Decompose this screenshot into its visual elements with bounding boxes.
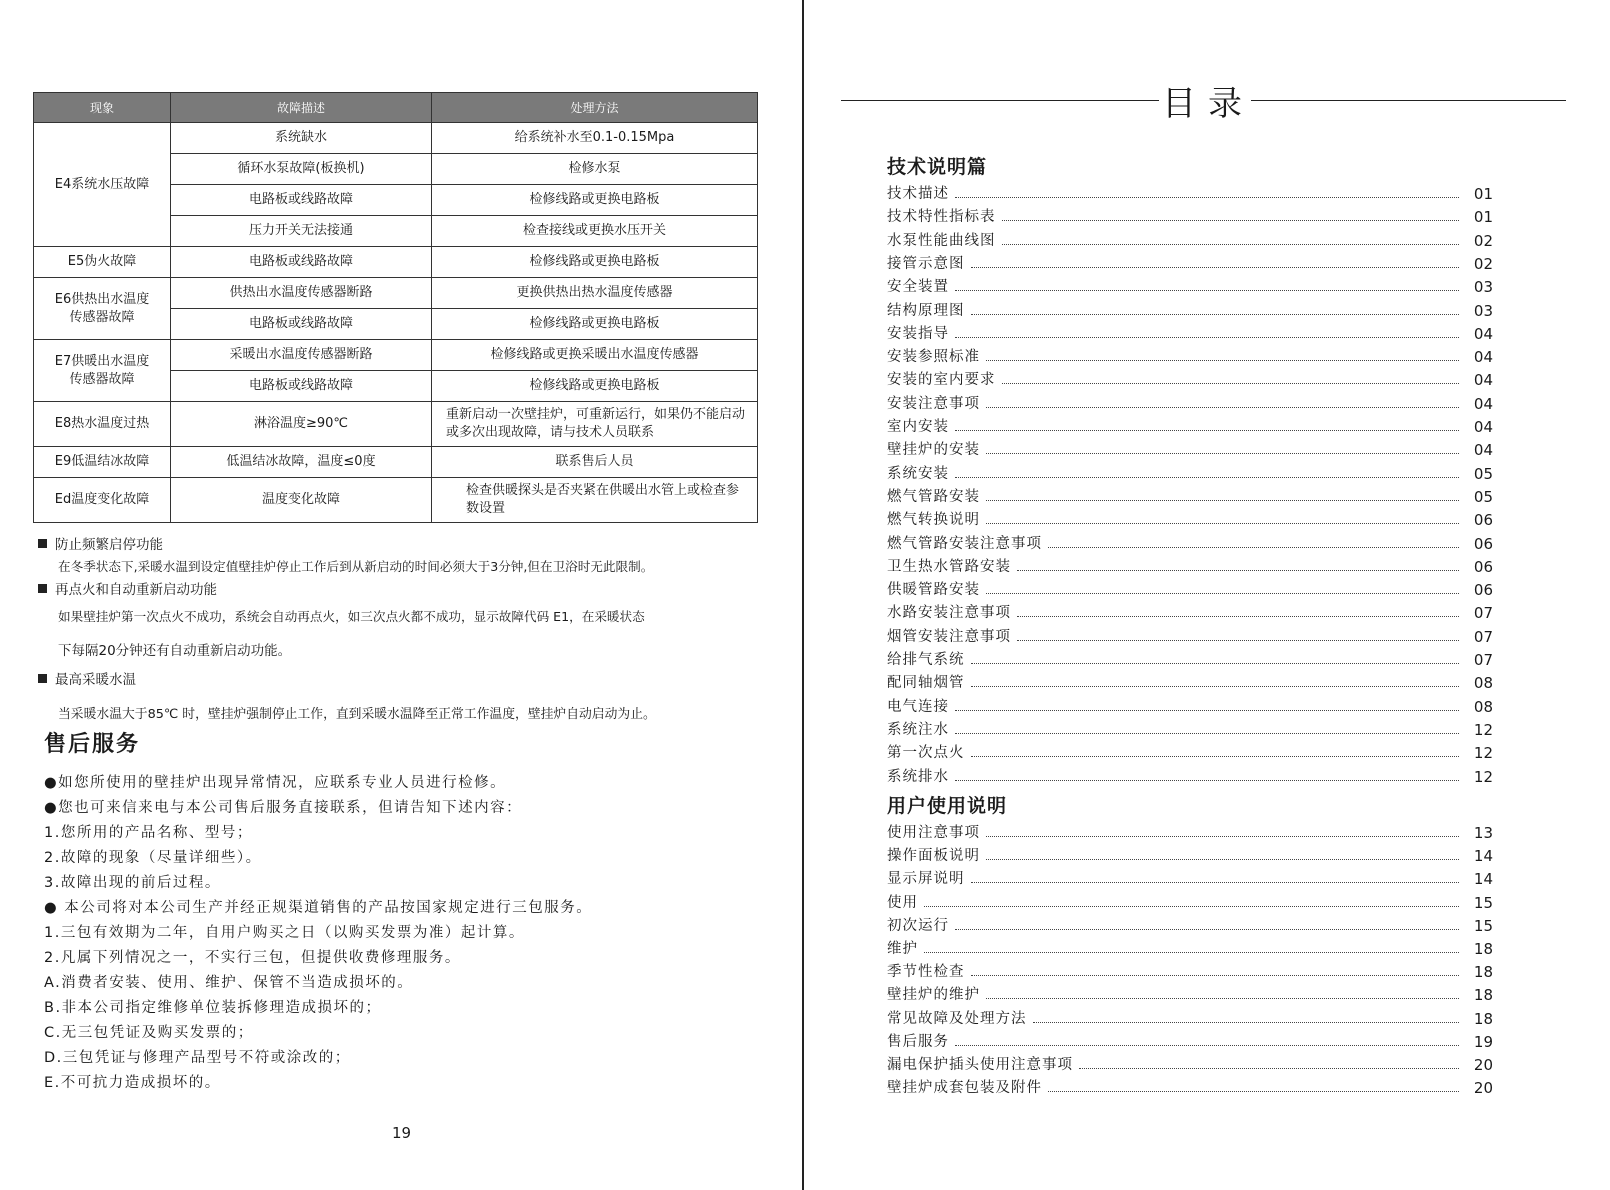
toc-item[interactable] <box>887 367 1493 389</box>
toc-leader-dots <box>1002 383 1460 384</box>
toc-item-label: 燃气管路安装注意事项 <box>887 535 1042 552</box>
toc-leader-dots <box>986 453 1459 454</box>
toc-leader-dots <box>986 500 1459 501</box>
toc-item-label: 电气连接 <box>887 698 949 715</box>
toc-leader-dots <box>986 360 1459 361</box>
square-bullet-icon <box>38 584 47 593</box>
note-text-3: 当采暖水温大于85℃ 时，壁挂炉强制停止工作，直到采暖水温降至正常工作温度，壁挂炉自动启动为止。 <box>58 707 656 722</box>
table-row <box>34 247 758 278</box>
toc-item-label: 漏电保护插头使用注意事项 <box>887 1057 1073 1073</box>
toc-item-label: 系统注水 <box>887 721 949 738</box>
toc-item-label: 燃气转换说明 <box>887 512 980 529</box>
method-cell: 检修水泵 <box>432 154 758 185</box>
service-line: E.不可抗力造成损坏的。 <box>44 1075 221 1091</box>
toc-item-label: 安装的室内要求 <box>887 372 996 389</box>
desc-cell: 采暖出水温度传感器断路 <box>171 340 432 371</box>
table-row <box>34 123 758 154</box>
toc-item[interactable] <box>887 414 1493 436</box>
toc-item[interactable] <box>887 437 1493 459</box>
method-cell: 检修线路或更换采暖出水温度传感器 <box>432 340 758 371</box>
toc-item-label: 技术特性指标表 <box>887 209 996 226</box>
toc-item[interactable] <box>887 321 1493 343</box>
toc-leader-dots <box>924 952 1459 953</box>
service-line: ●如您所使用的壁挂炉出现异常情况，应联系专业人员进行检修。 <box>44 775 507 791</box>
toc-item-page: 02 <box>1473 254 1493 273</box>
toc-item-page: 05 <box>1473 487 1493 506</box>
service-line: 2.凡属下列情况之一，不实行三包，但提供收费修理服务。 <box>44 950 461 966</box>
fault-table <box>33 92 758 523</box>
header-phenomenon: 现象 <box>34 93 171 123</box>
toc-item-page: 13 <box>1473 824 1493 842</box>
phenomenon-cell: E8热水温度过热 <box>34 402 171 447</box>
toc-leader-dots <box>924 906 1459 907</box>
toc-item-page: 03 <box>1473 301 1493 320</box>
toc-item[interactable] <box>887 1006 1493 1028</box>
table-row <box>34 340 758 371</box>
toc-leader-dots <box>955 710 1459 711</box>
toc-item-page: 14 <box>1473 847 1493 866</box>
toc-item-page: 04 <box>1473 394 1493 413</box>
table-row <box>34 278 758 309</box>
toc-item-label: 系统安装 <box>887 465 949 482</box>
toc-leader-dots <box>955 733 1459 734</box>
toc-item[interactable] <box>887 461 1493 483</box>
note-text-2b: 下每隔20分钟还有自动重新启动功能。 <box>58 643 292 659</box>
toc-item[interactable] <box>887 181 1493 203</box>
desc-cell: 系统缺水 <box>171 123 432 154</box>
service-line: ● 本公司将对本公司生产并经正规渠道销售的产品按国家规定进行三包服务。 <box>44 900 593 916</box>
toc-item-label: 供暖管路安装 <box>887 582 980 599</box>
toc-item[interactable] <box>887 600 1493 622</box>
desc-cell: 温度变化故障 <box>171 478 432 523</box>
toc-item[interactable] <box>887 344 1493 366</box>
toc-item-label: 季节性检查 <box>887 964 965 981</box>
toc-item-label: 维护 <box>887 941 918 957</box>
toc-leader-dots <box>1033 1022 1460 1023</box>
toc-leader-dots <box>971 686 1460 687</box>
toc-item-page: 04 <box>1473 348 1493 367</box>
toc-item-page: 18 <box>1473 963 1493 982</box>
toc-item-label: 水泵性能曲线图 <box>887 232 996 249</box>
toc-item-label: 燃气管路安装 <box>887 488 980 505</box>
toc-leader-dots <box>986 998 1459 999</box>
desc-cell: 低温结冰故障，温度≤0度 <box>171 447 432 478</box>
toc-item-page: 01 <box>1473 185 1493 203</box>
toc-leader-dots <box>955 337 1459 338</box>
toc-leader-dots <box>971 975 1460 976</box>
toc-item-label: 操作面板说明 <box>887 848 980 865</box>
toc-leader-dots <box>971 314 1460 315</box>
toc-item-page: 02 <box>1473 231 1493 250</box>
toc-item-label: 接管示意图 <box>887 255 965 272</box>
note-title-2: 再点火和自动重新启动功能 <box>38 578 217 598</box>
toc-leader-dots <box>1002 244 1460 245</box>
toc-leader-dots <box>955 929 1459 930</box>
toc-item[interactable] <box>887 843 1493 865</box>
toc-item-page: 14 <box>1473 870 1493 889</box>
toc-item-page: 06 <box>1473 534 1493 553</box>
toc-item-page: 12 <box>1473 720 1493 739</box>
toc-leader-dots <box>986 407 1459 408</box>
title-rule-right <box>1251 100 1566 101</box>
toc-item-label: 壁挂炉的维护 <box>887 987 980 1004</box>
toc-leader-dots <box>986 859 1459 860</box>
toc-item[interactable] <box>887 1029 1493 1051</box>
toc-item-label: 使用注意事项 <box>887 825 980 841</box>
toc-item-page: 04 <box>1473 418 1493 436</box>
toc-item-label: 壁挂炉成套包装及附件 <box>887 1080 1042 1097</box>
phenomenon-cell: E6供热出水温度传感器故障 <box>34 278 171 340</box>
service-line: C.无三包凭证及购买发票的； <box>44 1025 254 1041</box>
toc-item-label: 系统排水 <box>887 768 949 785</box>
service-line: 2.故障的现象（尽量详细些）。 <box>44 850 262 866</box>
toc-item-page: 07 <box>1473 651 1493 669</box>
desc-cell: 电路板或线路故障 <box>171 247 432 278</box>
phenomenon-cell: E7供暖出水温度传感器故障 <box>34 340 171 402</box>
toc-item-label: 烟管安装注意事项 <box>887 628 1011 645</box>
toc-item[interactable] <box>887 647 1493 669</box>
toc-item[interactable] <box>887 890 1493 912</box>
toc-section-heading: 技术说明篇 <box>887 156 988 178</box>
square-bullet-icon <box>38 674 47 683</box>
title-rule-left <box>841 100 1159 101</box>
square-bullet-icon <box>38 539 47 548</box>
toc-leader-dots <box>955 477 1459 478</box>
toc-item-label: 安全装置 <box>887 279 949 296</box>
toc-item-label: 安装注意事项 <box>887 395 980 412</box>
toc-item[interactable] <box>887 251 1493 273</box>
toc-item[interactable] <box>887 982 1493 1004</box>
toc-item-page: 18 <box>1473 986 1493 1005</box>
toc-leader-dots <box>1002 220 1460 221</box>
toc-item[interactable] <box>887 717 1493 739</box>
toc-item-page: 18 <box>1473 1009 1493 1028</box>
toc-item-page: 19 <box>1473 1032 1493 1051</box>
toc-item-label: 卫生热水管路安装 <box>887 558 1011 575</box>
toc-item[interactable] <box>887 1052 1493 1074</box>
toc-title: 目录 <box>1162 84 1254 124</box>
note-title-3: 最高采暖水温 <box>38 668 136 688</box>
toc-leader-dots <box>955 430 1459 431</box>
toc-leader-dots <box>971 267 1460 268</box>
toc-item-label: 使用 <box>887 894 918 911</box>
toc-item-label: 技术描述 <box>887 186 949 202</box>
toc-item[interactable] <box>887 624 1493 646</box>
toc-leader-dots <box>955 197 1459 198</box>
toc-item-page: 03 <box>1473 278 1493 297</box>
note-title-1: 防止频繁启停功能 <box>38 533 163 553</box>
toc-leader-dots <box>955 290 1459 291</box>
toc-leader-dots <box>955 780 1459 781</box>
toc-leader-dots <box>971 756 1460 757</box>
header-description: 故障描述 <box>171 93 432 123</box>
service-line: A.消费者安装、使用、维护、保管不当造成损坏的。 <box>44 975 414 991</box>
desc-cell: 供热出水温度传感器断路 <box>171 278 432 309</box>
phenomenon-cell: E9低温结冰故障 <box>34 447 171 478</box>
toc-item-label: 售后服务 <box>887 1033 949 1050</box>
toc-item-page: 15 <box>1473 916 1493 935</box>
toc-item-page: 15 <box>1473 893 1493 912</box>
toc-item-label: 壁挂炉的安装 <box>887 442 980 459</box>
desc-cell: 电路板或线路故障 <box>171 371 432 402</box>
method-cell: 检查接线或更换水压开关 <box>432 216 758 247</box>
desc-cell: 电路板或线路故障 <box>171 185 432 216</box>
toc-item[interactable] <box>887 577 1493 599</box>
toc-leader-dots <box>1017 616 1459 617</box>
toc-item-page: 08 <box>1473 674 1493 693</box>
toc-item-page: 06 <box>1473 581 1493 600</box>
toc-leader-dots <box>1048 1091 1459 1092</box>
desc-cell: 电路板或线路故障 <box>171 309 432 340</box>
note-text-1: 在冬季状态下,采暖水温到设定值壁挂炉停止工作后到从新启动的时间必须大于3分钟,但在卫浴时无此限制。 <box>58 559 654 574</box>
phenomenon-cell: E4系统水压故障 <box>34 123 171 247</box>
toc-item[interactable] <box>887 204 1493 226</box>
toc-item-page: 06 <box>1473 557 1493 576</box>
toc-leader-dots <box>986 593 1459 594</box>
toc-item-page: 04 <box>1473 324 1493 343</box>
header-method: 处理方法 <box>432 93 758 123</box>
method-cell: 检修线路或更换电路板 <box>432 185 758 216</box>
toc-item[interactable] <box>887 670 1493 692</box>
toc-item-label: 室内安装 <box>887 419 949 435</box>
desc-cell: 压力开关无法接通 <box>171 216 432 247</box>
toc-item-label: 初次运行 <box>887 917 949 934</box>
phenomenon-cell: E5伪火故障 <box>34 247 171 278</box>
table-row <box>34 478 758 523</box>
desc-cell: 循环水泵故障(板换机) <box>171 154 432 185</box>
table-header-row <box>34 93 758 123</box>
toc-leader-dots <box>986 836 1459 837</box>
toc-item[interactable] <box>887 936 1493 958</box>
toc-section-heading: 用户使用说明 <box>887 795 1008 817</box>
service-line: ●您也可来信来电与本公司售后服务直接联系，但请告知下述内容： <box>44 800 523 816</box>
toc-item-page: 20 <box>1473 1079 1493 1098</box>
toc-item[interactable] <box>887 959 1493 981</box>
toc-leader-dots <box>955 1045 1459 1046</box>
toc-leader-dots <box>1048 547 1459 548</box>
toc-item-label: 水路安装注意事项 <box>887 605 1011 622</box>
method-cell: 检修线路或更换电路板 <box>432 371 758 402</box>
desc-cell: 淋浴温度≥90℃ <box>171 402 432 447</box>
service-line: D.三包凭证与修理产品型号不符或涂改的； <box>44 1050 351 1066</box>
service-title: 售后服务 <box>44 732 141 757</box>
toc-item-label: 常见故障及处理方法 <box>887 1010 1027 1027</box>
toc-leader-dots <box>971 882 1460 883</box>
service-line: B.非本公司指定维修单位装拆修理造成损坏的； <box>44 1000 382 1016</box>
table-row <box>34 447 758 478</box>
method-cell: 联系售后人员 <box>432 447 758 478</box>
toc-item-page: 12 <box>1473 744 1493 763</box>
method-cell: 检查供暖探头是否夹紧在供暖出水管上或检查参数设置 <box>432 478 758 523</box>
page-number: 19 <box>392 1124 412 1142</box>
toc-item-page: 20 <box>1473 1056 1493 1074</box>
method-cell: 给系统补水至0.1-0.15Mpa <box>432 123 758 154</box>
left-page <box>0 0 804 1190</box>
method-cell: 更换供热出热水温度传感器 <box>432 278 758 309</box>
toc-item[interactable] <box>887 1075 1493 1097</box>
toc-item-page: 18 <box>1473 940 1493 958</box>
toc-leader-dots <box>1017 570 1459 571</box>
method-cell: 检修线路或更换电路板 <box>432 309 758 340</box>
toc-item-page: 07 <box>1473 604 1493 623</box>
toc-item[interactable] <box>887 554 1493 576</box>
toc-item[interactable] <box>887 913 1493 935</box>
toc-item[interactable] <box>887 274 1493 296</box>
toc-item-label: 配同轴烟管 <box>887 675 965 692</box>
toc-item[interactable] <box>887 228 1493 250</box>
toc-leader-dots <box>1079 1068 1459 1069</box>
toc-item-page: 07 <box>1473 627 1493 646</box>
toc-item-page: 04 <box>1473 371 1493 390</box>
table-row <box>34 402 758 447</box>
toc-item[interactable] <box>887 740 1493 762</box>
toc-leader-dots <box>1017 640 1459 641</box>
service-line: 1.三包有效期为二年，自用户购买之日（以购买发票为准）起计算。 <box>44 925 525 941</box>
toc-item[interactable] <box>887 820 1493 842</box>
service-line: 1.您所用的产品名称、型号； <box>44 825 253 841</box>
toc-leader-dots <box>986 523 1459 524</box>
toc-item-page: 01 <box>1473 208 1493 227</box>
toc-item[interactable] <box>887 298 1493 320</box>
toc-item[interactable] <box>887 764 1493 786</box>
toc-item[interactable] <box>887 391 1493 413</box>
toc-item[interactable] <box>887 694 1493 716</box>
method-cell: 检修线路或更换电路板 <box>432 247 758 278</box>
toc-item-label: 给排气系统 <box>887 652 965 668</box>
toc-item-page: 08 <box>1473 697 1493 716</box>
toc-item-label: 结构原理图 <box>887 302 965 319</box>
toc-item-page: 04 <box>1473 441 1493 460</box>
toc-item-label: 安装指导 <box>887 325 949 342</box>
toc-item[interactable] <box>887 531 1493 553</box>
toc-item[interactable] <box>887 866 1493 888</box>
service-line: 3.故障出现的前后过程。 <box>44 875 221 891</box>
toc-item[interactable] <box>887 507 1493 529</box>
toc-item-page: 05 <box>1473 464 1493 483</box>
phenomenon-cell: Ed温度变化故障 <box>34 478 171 523</box>
toc-item-label: 第一次点火 <box>887 745 965 762</box>
toc-leader-dots <box>971 663 1460 664</box>
note-text-2a: 如果壁挂炉第一次点火不成功，系统会自动再点火，如三次点火都不成功，显示故障代码 E1，在采暖状态 <box>58 609 645 624</box>
toc-item[interactable] <box>887 484 1493 506</box>
toc-item-label: 显示屏说明 <box>887 871 965 888</box>
toc-item-label: 安装参照标准 <box>887 349 980 366</box>
method-cell: 重新启动一次壁挂炉，可重新运行，如果仍不能启动或多次出现故障，请与技术人员联系 <box>432 402 758 447</box>
toc-item-page: 12 <box>1473 767 1493 786</box>
toc-item-page: 06 <box>1473 511 1493 530</box>
